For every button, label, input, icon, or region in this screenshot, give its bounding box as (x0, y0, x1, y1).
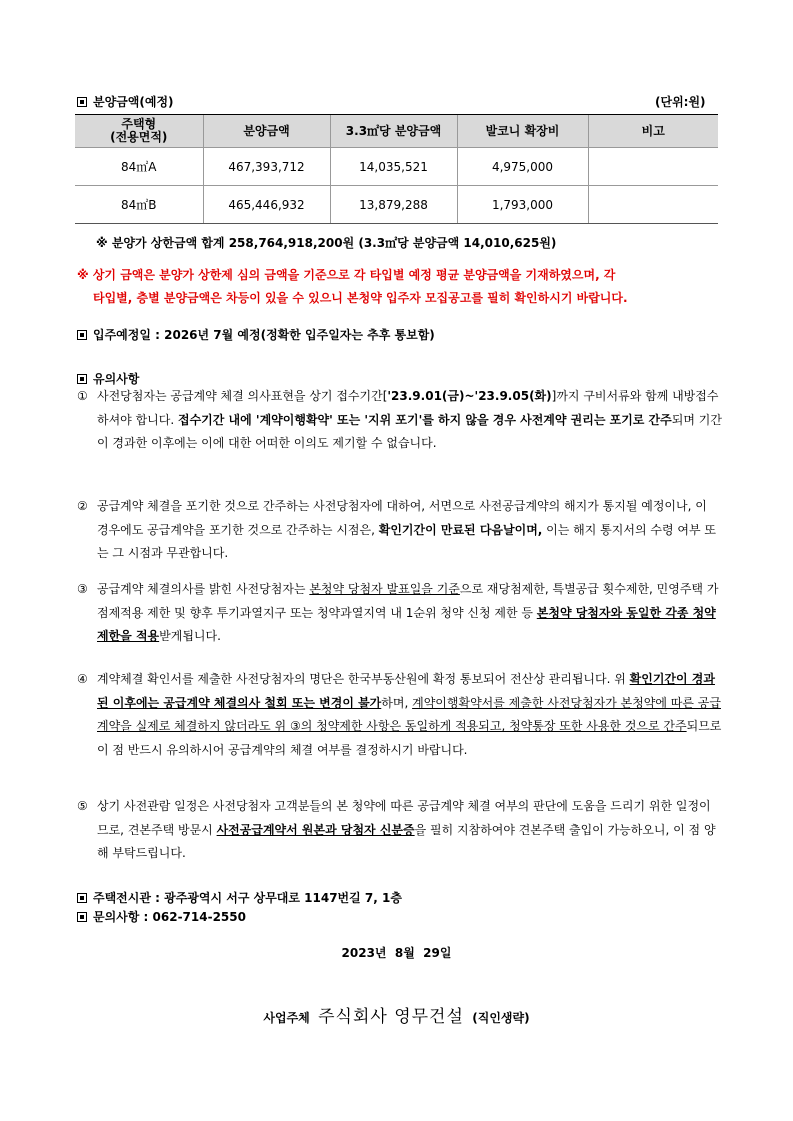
item-text: 공급계약 체결을 포기한 것으로 간주하는 사전당첨자에 대하여, 서면으로 사전공급계약의 해지가 통지될 예정이나, 이 경우에도 공급계약을 포기한 것으로 간주하는 시점은, 확인기간이 만료된 다음날이며, 이는 해지 통지서의 수령 여부 또는 그 시점과 무관합니다. (97, 499, 716, 560)
item-number: ③ (77, 582, 88, 596)
header-remark: 비고 (588, 115, 718, 148)
item-number: ④ (77, 672, 88, 686)
unit-label: (단위:원) (655, 95, 706, 109)
table-row (75, 148, 718, 186)
red-note-line2: 타입별, 층별 분양금액은 차등이 있을 수 있으니 본청약 입주자 모집공고를 필히 확인하시기 바랍니다. (93, 291, 628, 305)
cell-balcony: 4,975,000 (457, 148, 588, 186)
notice-item-1 (77, 385, 727, 485)
cell-remark (588, 148, 718, 186)
header-balcony: 발코니 확장비 (457, 115, 588, 148)
move-in-date: 입주예정일 : 2026년 7월 예정(정확한 입주일자는 추후 통보함) (77, 326, 435, 343)
cell-price: 467,393,712 (203, 148, 330, 186)
notice-title: 유의사항 (77, 370, 139, 387)
cell-per-pyeong: 13,879,288 (330, 186, 457, 224)
red-note-line1: ※ 상기 금액은 분양가 상한제 심의 금액을 기준으로 각 타입별 예정 평균 분양금액을 기재하였으며, 각 (77, 268, 616, 282)
header-type: 주택형 (전용면적) (75, 115, 203, 148)
item-number: ① (77, 389, 88, 403)
header-per-pyeong: 3.3㎡당 분양금액 (330, 115, 457, 148)
total-price-note: ※ 분양가 상한금액 합계 258,764,918,200원 (3.3㎡당 분양금액 14,010,625원) (96, 236, 557, 250)
model-house-info: 주택전시관 : 광주광역시 서구 상무대로 1147번길 7, 1층 (77, 889, 402, 906)
table-row (75, 186, 718, 224)
cell-price: 465,446,932 (203, 186, 330, 224)
cell-per-pyeong: 14,035,521 (330, 148, 457, 186)
footer-prefix: 사업주체 (263, 1011, 310, 1025)
square-bullet-icon (77, 330, 87, 340)
square-bullet-icon (77, 97, 87, 107)
square-bullet-icon (77, 374, 87, 384)
notice-item-3 (77, 578, 727, 650)
square-bullet-icon (77, 912, 87, 922)
notice-item-2 (77, 495, 727, 567)
item-text: 공급계약 체결의사를 밝힌 사전당첨자는 본청약 당첨자 발표일을 기준으로 재당첨제한, 특별공급 횟수제한, 민영주택 가점제적용 제한 및 향후 투기과열지구 또는 청약과열지역 내 1순위 청약 신청 제한 등 본청약 당첨자와 동일한 각종 청약제한을 적용받게됩니다. (97, 582, 719, 643)
item-text: 계약체결 확인서를 제출한 사전당첨자의 명단은 한국부동산원에 확정 통보되어 전산상 관리됩니다. 위 확인기간이 경과된 이후에는 공급계약 체결의사 철회 또는 변경이 불가하며, 계약이행확약서를 제출한 사전당첨자가 본청약에 따른 공급계약을 실제로 체결하지 않더라도 위 ③의 청약제한 사항은 동일하게 적용되고, 청약통장 또한 사용한 것으로 간주되므로 이 점 반드시 유의하시어 공급계약의 체결 여부를 결정하시기 바랍니다. (97, 672, 722, 757)
price-table (75, 114, 718, 224)
cell-type: 84㎡A (75, 148, 203, 186)
item-number: ② (77, 499, 88, 513)
cell-remark (588, 186, 718, 224)
table-header-row (75, 115, 718, 148)
seal-omitted: (직인생략) (472, 1011, 530, 1025)
announcement-date: 2023년 8월 29일 (341, 946, 452, 960)
company-name: 주식회사 영무건설 (318, 1007, 464, 1027)
company-footer (0, 1002, 793, 1027)
notice-item-5 (77, 795, 727, 867)
item-text: 사전당첨자는 공급계약 체결 의사표현을 상기 접수기간['23.9.01(금)~'23.9.05(화)]까지 구비서류와 함께 내방접수 하셔야 합니다. 접수기간 내에 '계약이행확약' 또는 '지위 포기'를 하지 않을 경우 사전계약 권리는 포기로 간주되며 기간이 경과한 이후에는 이에 대한 어떠한 이의도 제기할 수 없습니다. (97, 389, 722, 450)
item-number: ⑤ (77, 799, 88, 813)
header-price: 분양금액 (203, 115, 330, 148)
square-bullet-icon (77, 893, 87, 903)
item-text: 상기 사전관람 일정은 사전당첨자 고객분들의 본 청약에 따른 공급계약 체결 여부의 판단에 도움을 드리기 위한 일정이므로, 견본주택 방문시 사전공급계약서 원본과 당첨자 신분증을 필히 지참하여야 견본주택 출입이 가능하오니, 이 점 양해 부탁드립니다. (97, 799, 716, 860)
cell-balcony: 1,793,000 (457, 186, 588, 224)
price-section-title: 분양금액(예정) (77, 93, 174, 110)
contact-info: 문의사항 : 062-714-2550 (77, 908, 246, 925)
notice-item-4 (77, 668, 727, 783)
cell-type: 84㎡B (75, 186, 203, 224)
